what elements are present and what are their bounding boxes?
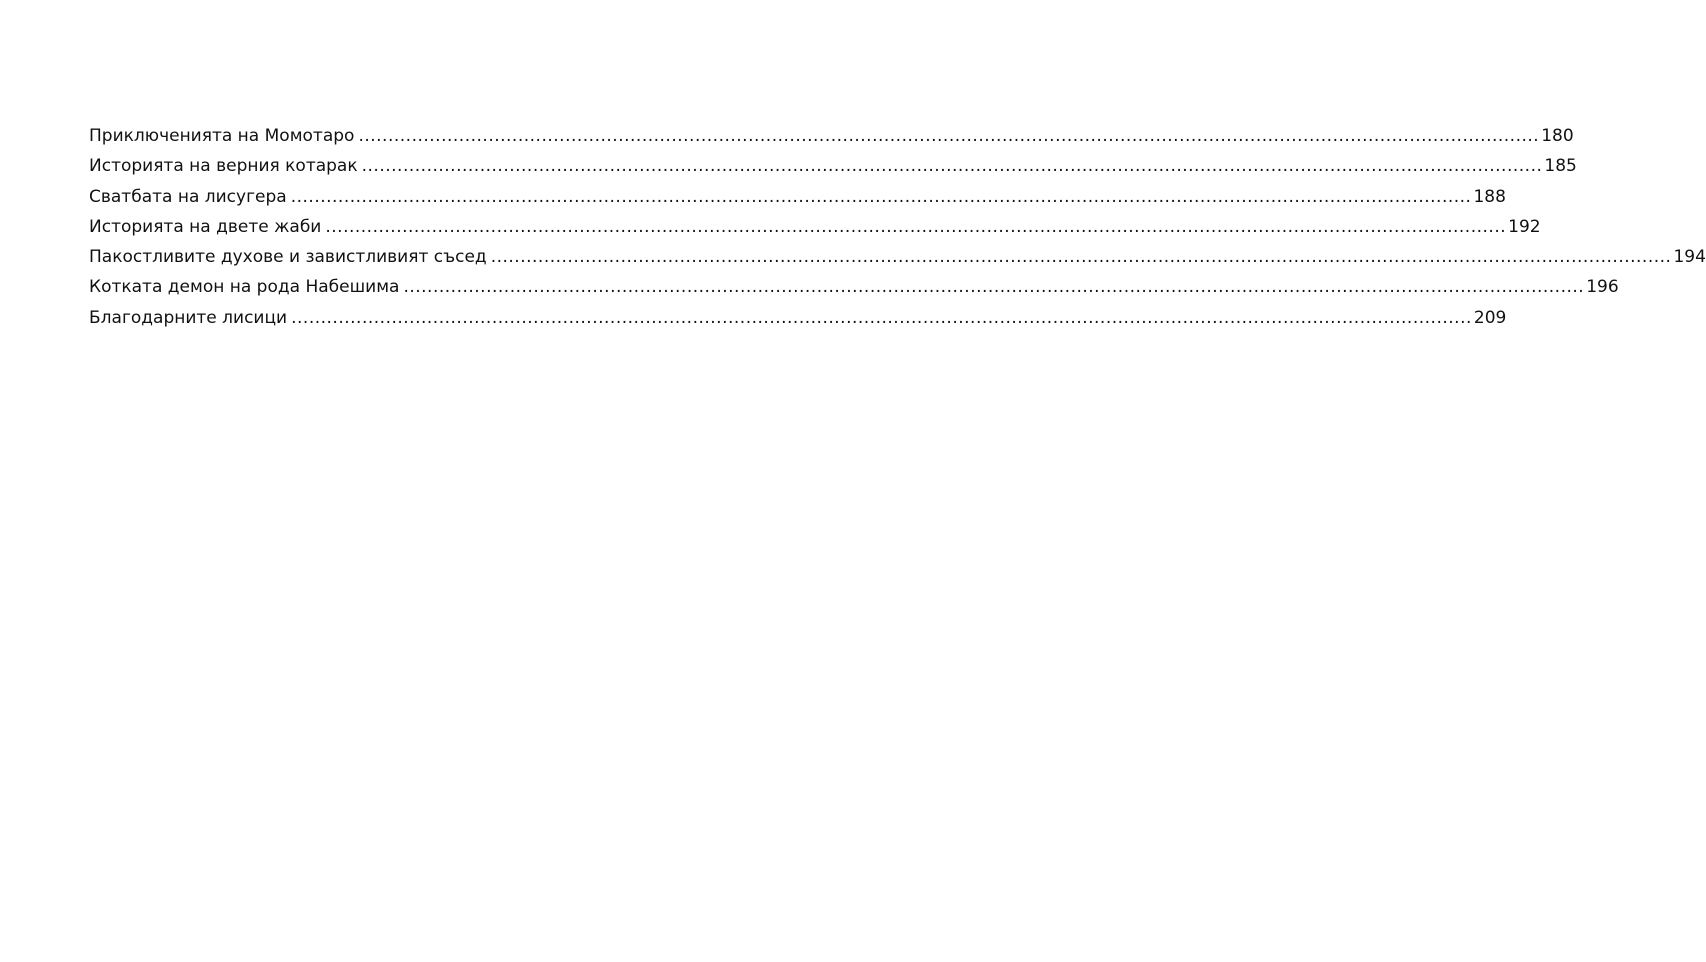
toc-entry-page: 180: [1541, 126, 1574, 146]
toc-entry: [89, 186, 1506, 217]
toc-entry-title: Приключенията на Момотаро: [89, 126, 355, 146]
toc-entry-page: 194: [1673, 247, 1706, 268]
dot-leader: ........................................................................................................................................................................................................: [490, 247, 1672, 268]
toc-entry: [89, 216, 1541, 247]
dot-leader: ........................................................................................................................................................................................................: [358, 126, 1540, 146]
toc-entry-page: 185: [1544, 156, 1577, 177]
toc-entry-page: 192: [1508, 216, 1541, 237]
toc-entry: [89, 156, 1577, 186]
dot-leader: ........................................................................................................................................................................................................: [290, 186, 1472, 207]
dot-leader: ........................................................................................................................................................................................................: [291, 307, 1472, 328]
toc-entry-title: Историята на верния котарак: [89, 156, 358, 177]
toc-entry: [89, 247, 1706, 277]
toc-entry: [89, 126, 1574, 156]
dot-leader: ........................................................................................................................................................................................................: [361, 156, 1543, 177]
dot-leader: ........................................................................................................................................................................................................: [325, 216, 1507, 237]
toc-entry-title: Историята на двете жаби: [89, 216, 322, 237]
toc-entry-title: Пакостливите духове и завистливият съсед: [89, 247, 487, 268]
toc-entry-page: 209: [1473, 307, 1507, 328]
toc-entry-page: 196: [1586, 277, 1619, 298]
table-of-contents: [89, 126, 1706, 338]
toc-entry: [89, 277, 1619, 307]
toc-entry-title: Котката демон на рода Набешима: [89, 277, 400, 298]
dot-leader: ........................................................................................................................................................................................................: [403, 277, 1585, 298]
toc-entry-page: 188: [1473, 186, 1506, 207]
toc-entry-title: Благодарните лисици: [89, 307, 288, 328]
toc-entry: [89, 307, 1507, 338]
toc-entry-title: Сватбата на лисугера: [89, 186, 287, 207]
